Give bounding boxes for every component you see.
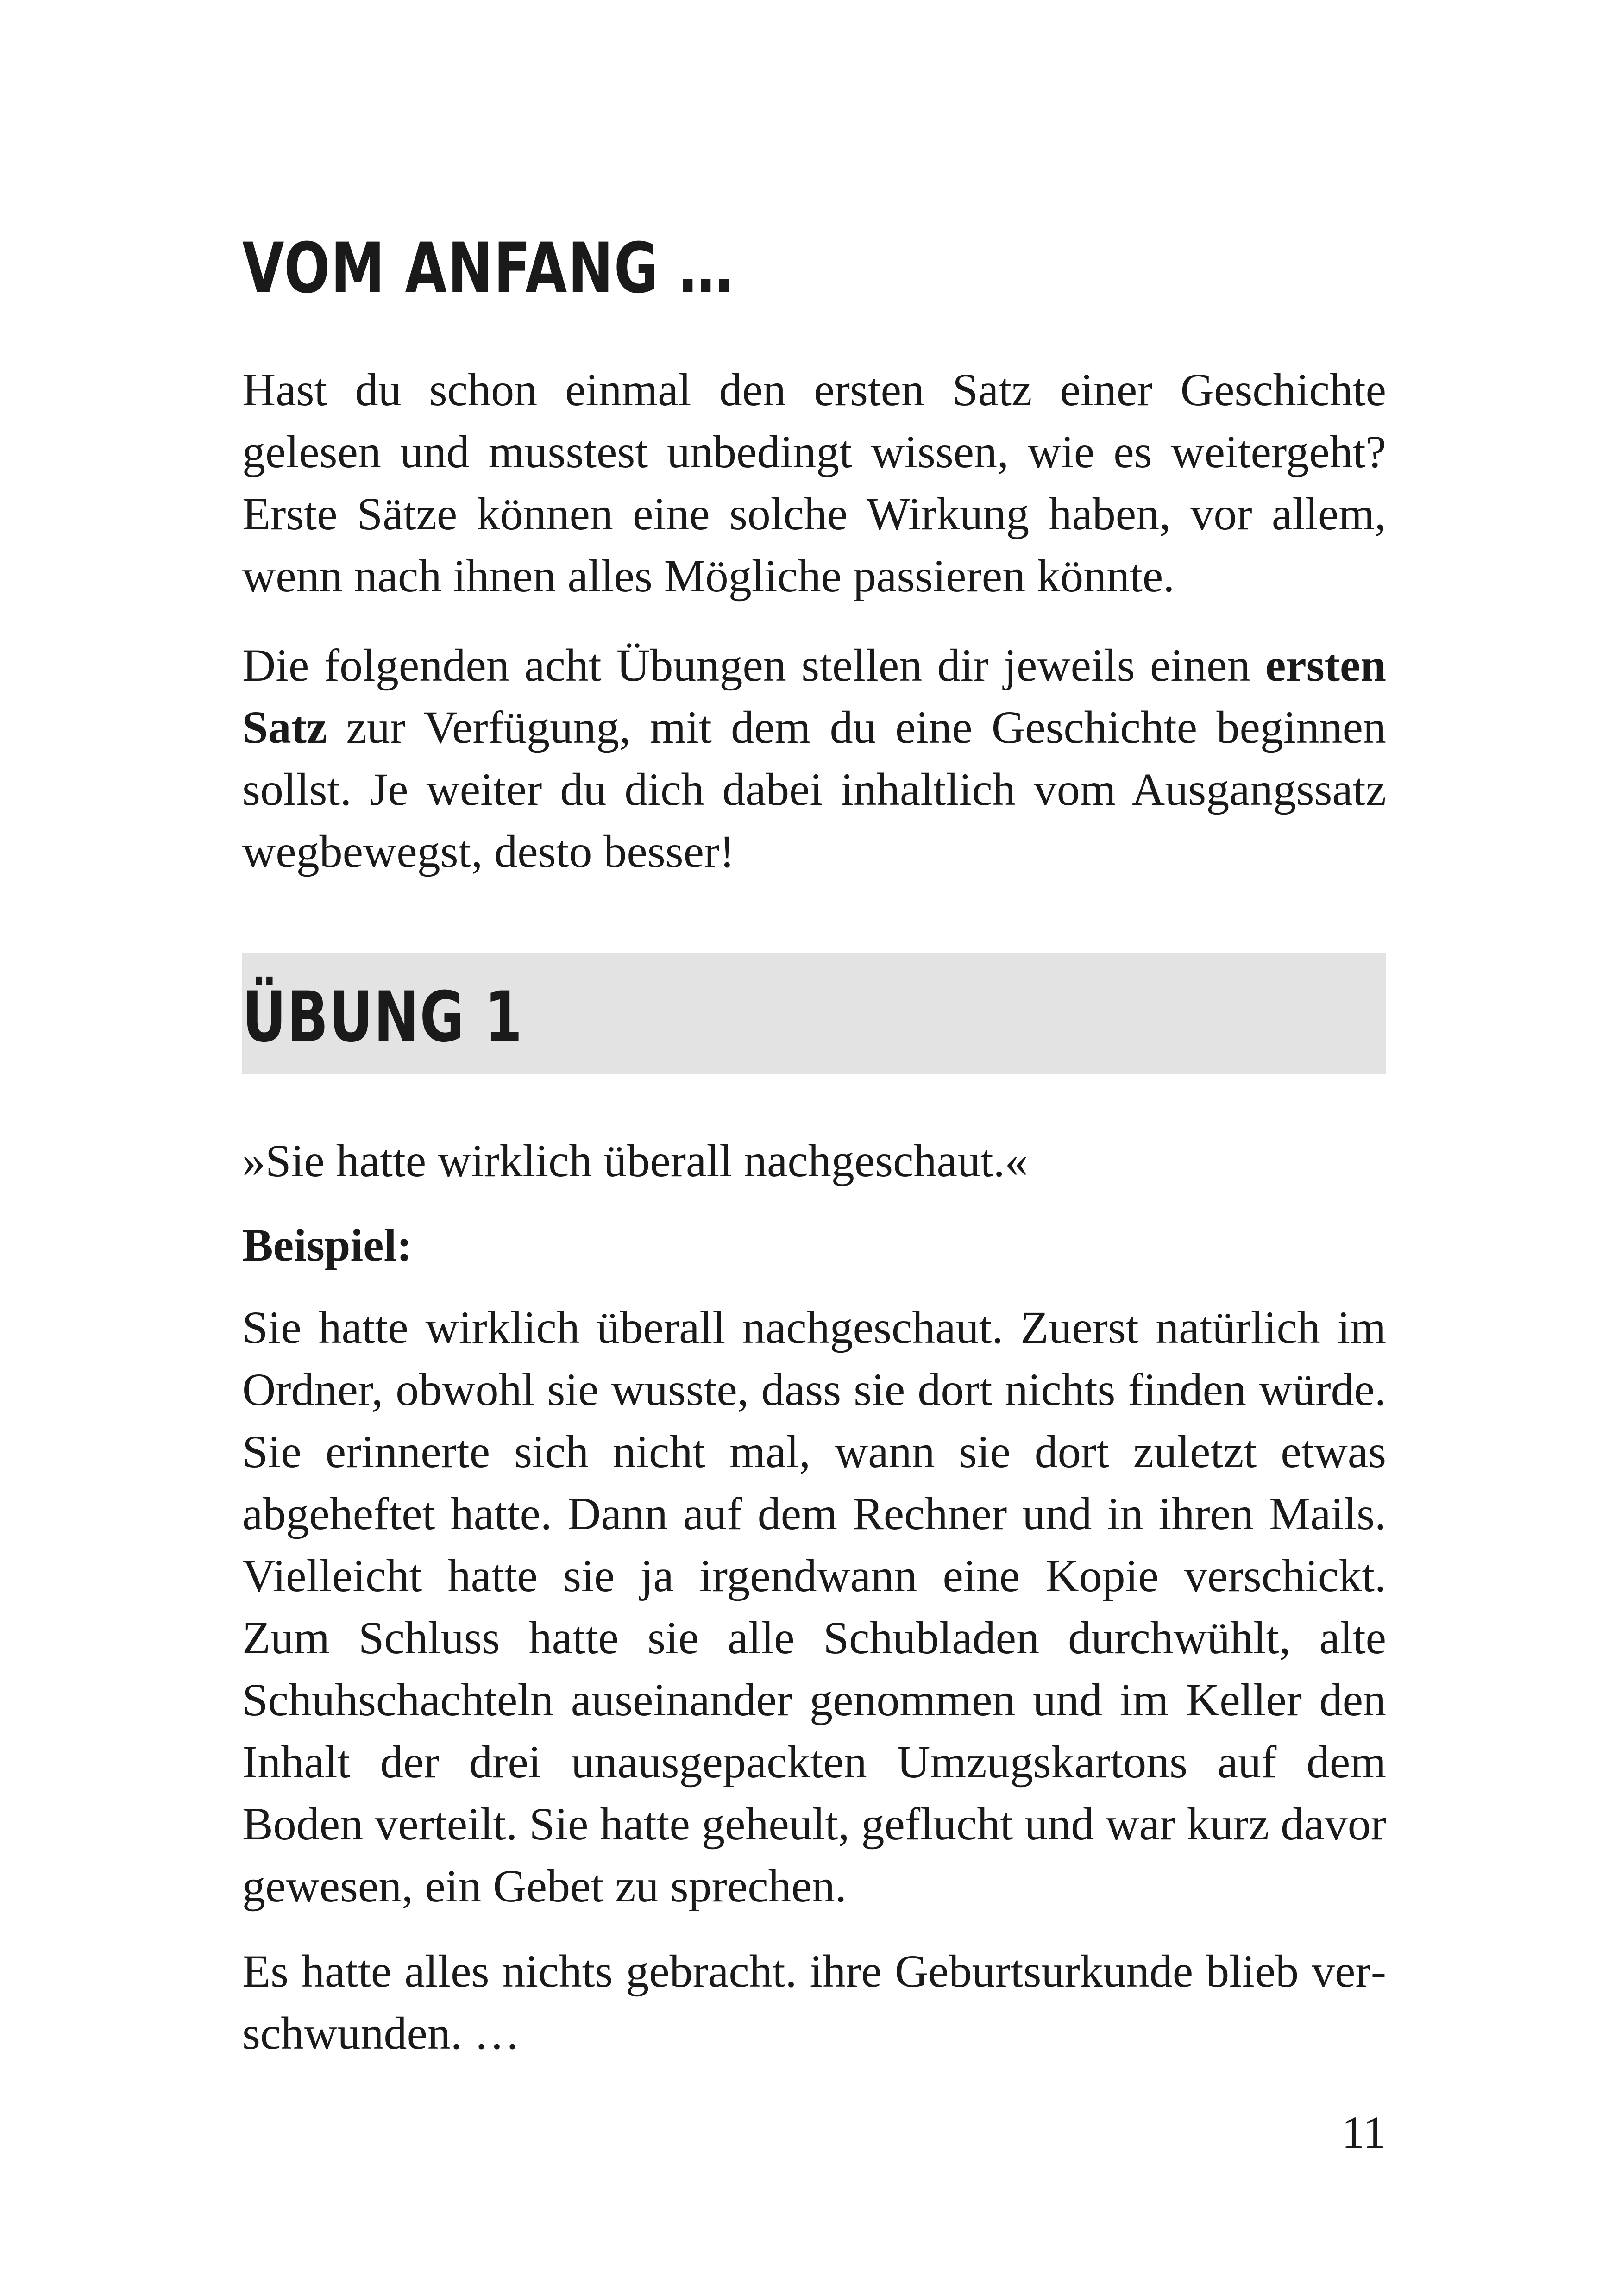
task-text-start: Die folgenden acht Übungen stellen dir jeweils einen bbox=[242, 640, 1265, 691]
example-label: Beispiel: bbox=[242, 1219, 412, 1271]
first-sentence: »Sie hatte wirklich überall nachgeschaut.« bbox=[242, 1135, 1028, 1186]
intro-paragraph: Hast du schon einmal den ersten Satz einer Geschichte gelesen und musstest unbedingt wissen, wie es weitergeht? Erste Sätze können eine solche Wirkung haben, vor allem, wenn nach ihnen alles Mögliche passieren könnte. bbox=[242, 364, 1386, 602]
exercise-heading: ÜBUNG 1 bbox=[242, 977, 523, 1058]
task-text-bold: ersten Satz bbox=[242, 640, 1386, 753]
task-paragraph bbox=[242, 634, 1386, 883]
task-text-end: zur Verfügung, mit dem du eine Geschichte beginnen sollst. Je weiter du dich dabei inhaltlich vom Ausgangssatz wegbewegst, desto besser! bbox=[242, 702, 1386, 877]
closing-paragraph: Es hatte alles nichts gebracht. ihre Geburtsurkunde blieb verschwunden. … bbox=[242, 1945, 1386, 2059]
page-number: 11 bbox=[1341, 2107, 1386, 2158]
example-paragraph: Sie hatte wirklich überall nachgeschaut. Zuerst natürlich im Ordner, obwohl sie wusste, dass sie dort nichts finden würde. Sie erinnerte sich nicht mal, wann sie dort zuletzt etwas abgeheftet hatte. Dann auf dem Rechner und in ihren Mails. Vielleicht hatte sie ja irgendwann eine Kopie verschickt. Zum Schluss hatte sie alle Schubladen durchwühlt, alte Schuhschachteln auseinander genommen und im Keller den Inhalt der drei unausgepackten Umzugskartons auf dem Boden verteilt. Sie hatte geheult, geflucht und war kurz davor gewesen, ein Gebet zu sprechen. bbox=[242, 1302, 1386, 1912]
section-heading: VOM ANFANG … bbox=[242, 228, 734, 309]
